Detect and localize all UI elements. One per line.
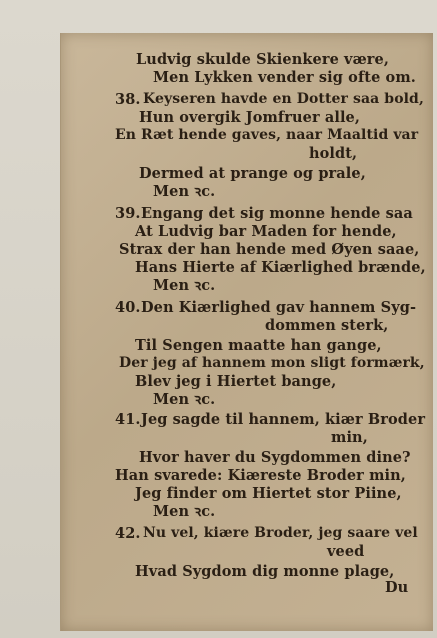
text-line: Han svarede: Kiæreste Broder min,	[115, 467, 406, 484]
text-line: Dermed at prange og prale,	[139, 165, 366, 182]
text-line: Til Sengen maatte han gange,	[135, 337, 382, 354]
text-line: dommen sterk,	[265, 317, 389, 334]
text-line: Hans Hierte af Kiærlighed brænde,	[135, 259, 426, 276]
verse-number: 40.	[115, 299, 141, 316]
text-line: Den Kiærlighed gav hannem Syg-	[141, 299, 417, 316]
text-line: Blev jeg i Hiertet bange,	[135, 373, 337, 390]
text-line: Hvad Sygdom dig monne plage,	[135, 563, 395, 580]
text-line: Jeg sagde til hannem, kiær Broder	[141, 411, 426, 428]
verse-number: 42.	[115, 525, 141, 542]
text-line: En Ræt hende gaves, naar Maaltid var	[115, 127, 419, 143]
text-line: Men ꝛc.	[153, 277, 216, 294]
text-line: Strax der han hende med Øyen saae,	[119, 241, 420, 258]
verse-number: 41.	[115, 411, 141, 428]
text-line: Jeg finder om Hiertet stor Piine,	[135, 485, 402, 502]
text-line: Engang det sig monne hende saa	[141, 205, 413, 222]
text-line: Ludvig skulde Skienkere være,	[136, 51, 390, 68]
catchword: Du	[385, 579, 409, 596]
text-line: Keyseren havde en Dotter saa bold,	[143, 91, 424, 107]
text-line: holdt,	[309, 145, 358, 162]
text-line: min,	[331, 429, 368, 446]
text-line: Der jeg af hannem mon sligt formærk,	[119, 355, 425, 371]
text-line: Men ꝛc.	[153, 503, 216, 520]
text-line: Men ꝛc.	[153, 391, 216, 408]
verse-number: 38.	[115, 91, 141, 108]
book-page	[60, 33, 433, 631]
text-line: At Ludvig bar Maden for hende,	[135, 223, 397, 240]
text-line: Men Lykken vender sig ofte om.	[153, 69, 416, 86]
text-line: Men ꝛc.	[153, 183, 216, 200]
verse-number: 39.	[115, 205, 141, 222]
text-line: veed	[327, 543, 365, 560]
text-line: Nu vel, kiære Broder, jeg saare vel	[143, 525, 418, 541]
text-line: Hun overgik Jomfruer alle,	[139, 109, 361, 126]
text-line: Hvor haver du Sygdommen dine?	[139, 449, 411, 466]
